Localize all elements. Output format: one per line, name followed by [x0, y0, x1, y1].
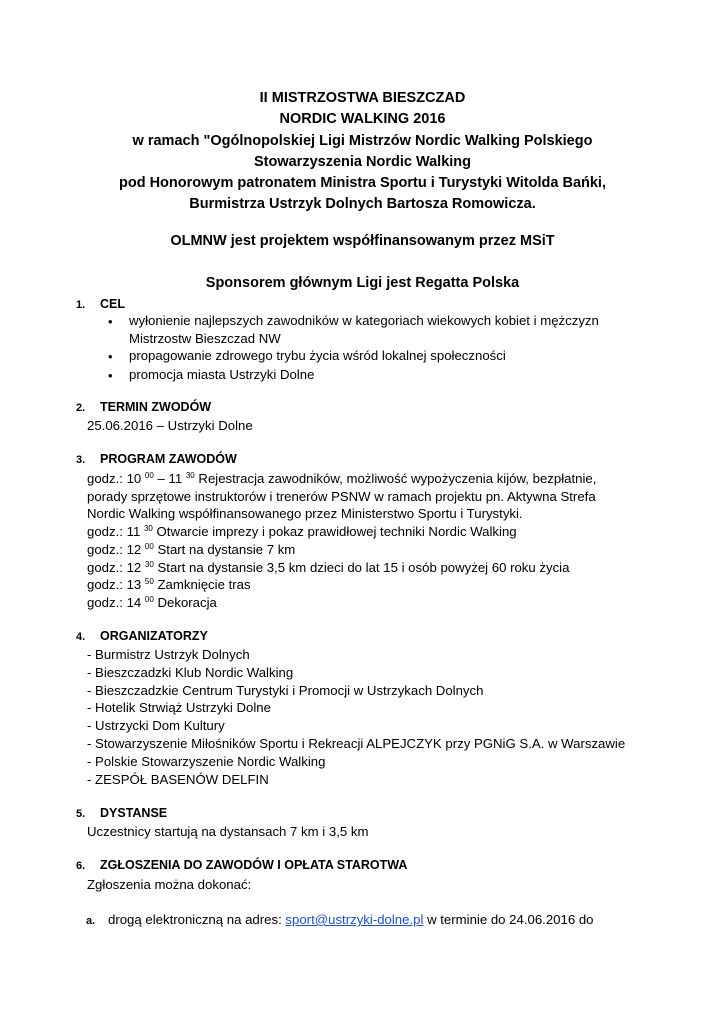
section-title: TERMIN ZWODÓW [100, 400, 212, 414]
organizer-item: - Bieszczadzki Klub Nordic Walking [87, 665, 294, 680]
program-item: godz.: 10 $^{00}$ – 11 $^{30}$ Rejestracja zawodników, możliwość wypożyczenia kijów, bezpłatnie, [87, 471, 597, 486]
document-header [0, 88, 725, 216]
section-4-heading [76, 629, 208, 643]
header-line-4: Stowarzyszenia Nordic Walking [253, 153, 471, 170]
section-number: 5. [76, 808, 86, 820]
section-title: ZGŁOSZENIA DO ZAWODÓW I OPŁATA STAROTWA [100, 858, 408, 872]
header-line-5: pod Honorowym patronatem Ministra Sportu i Turystyki Witolda Bańki, [118, 175, 606, 192]
bullet-icon: • [108, 368, 113, 383]
list-item: Mistrzostw Bieszczad NW [129, 331, 281, 346]
section-2-heading [76, 400, 211, 414]
registration-text: Zgłoszenia można dokonać: [87, 877, 252, 892]
header-line-2: NORDIC WALKING 2016 [279, 111, 446, 128]
section-title: CEL [100, 297, 125, 311]
organizer-item: - Ustrzycki Dom Kultury [87, 718, 225, 733]
bullet-icon: • [108, 314, 113, 329]
section-3-heading [76, 452, 237, 466]
program-item: godz.: 13 $^{50}$ Zamknięcie tras [87, 577, 251, 592]
organizer-item: - Polskie Stowarzyszenie Nordic Walking [87, 754, 326, 769]
organizer-item: - Stowarzyszenie Miłośników Sportu i Rekreacji ALPEJCZYK przy PGNiG S.A. w Warszawie [87, 736, 626, 751]
section-number: 2. [76, 402, 86, 414]
section-number: 6. [76, 860, 86, 872]
list-item: propagowanie zdrowego trybu życia wśród lokalnej społeczności [129, 348, 506, 363]
program-item: godz.: 12 $^{00}$ Start na dystansie 7 km [87, 542, 296, 557]
header-line-3: w ramach "Ogólnopolskiej Ligi Mistrzów Nordic Walking Polskiego [132, 132, 593, 149]
section-title: ORGANIZATORZY [100, 629, 208, 643]
program-item: godz.: 11 $^{30}$ Otwarcie imprezy i pokaz prawidłowej techniki Nordic Walking [87, 524, 517, 539]
section-number: 3. [76, 454, 86, 466]
section-6-heading [76, 858, 407, 872]
list-item: promocja miasta Ustrzyki Dolne [129, 367, 315, 382]
program-item-continuation: Nordic Walking współfinansowanego przez Ministerstwo Sportu i Turystyki. [87, 506, 523, 521]
organizer-item: - Burmistrz Ustrzyk Dolnych [87, 647, 250, 662]
header-line-6: Burmistrza Ustrzyk Dolnych Bartosza Romowicza. [189, 196, 536, 213]
cofinance-note: OLMNW jest projektem współfinansowanym przez MSiT [170, 233, 555, 249]
organizer-item: - ZESPÓŁ BASENÓW DELFIN [87, 772, 269, 787]
email-link[interactable]: sport@ustrzyki-dolne.pl [285, 912, 424, 927]
organizer-item: - Bieszczadzkie Centrum Turystyki i Promocji w Ustrzykach Dolnych [87, 683, 484, 698]
program-item-continuation: porady sprzętowe instruktorów i trenerów PSNW w ramach projektu pn. Aktywna Strefa [87, 489, 596, 504]
header-line-1: II MISTRZOSTWA BIESZCZAD [259, 90, 466, 106]
sponsor-note: Sponsorem głównym Ligi jest Regatta Polska [205, 275, 520, 291]
organizer-item: - Hotelik Strwiąż Ustrzyki Dolne [87, 700, 271, 715]
sub-item-label: a. [86, 915, 96, 927]
section-title: PROGRAM ZAWODÓW [100, 452, 237, 466]
program-item: godz.: 14 $^{00}$ Dekoracja [87, 595, 217, 610]
section-number: 4. [76, 631, 86, 643]
list-item: wyłonienie najlepszych zawodników w kategoriach wiekowych kobiet i mężczyzn [129, 313, 599, 328]
section-5-heading [76, 806, 167, 820]
program-item: godz.: 12 $^{30}$ Start na dystansie 3,5 km dzieci do lat 15 i osób powyżej 60 roku życia [87, 560, 570, 575]
bullet-icon: • [108, 349, 113, 364]
section-number: 1. [76, 299, 86, 311]
distances-text: Uczestnicy startują na dystansach 7 km i 3,5 km [87, 824, 369, 839]
section-1-heading [76, 297, 125, 311]
event-date: 25.06.2016 – Ustrzyki Dolne [87, 418, 253, 433]
section-title: DYSTANSE [100, 806, 168, 820]
registration-option-a: a. drogą elektroniczną na adres: sport@ustrzyki-dolne.pl w terminie do 24.06.2016 do [86, 911, 594, 930]
